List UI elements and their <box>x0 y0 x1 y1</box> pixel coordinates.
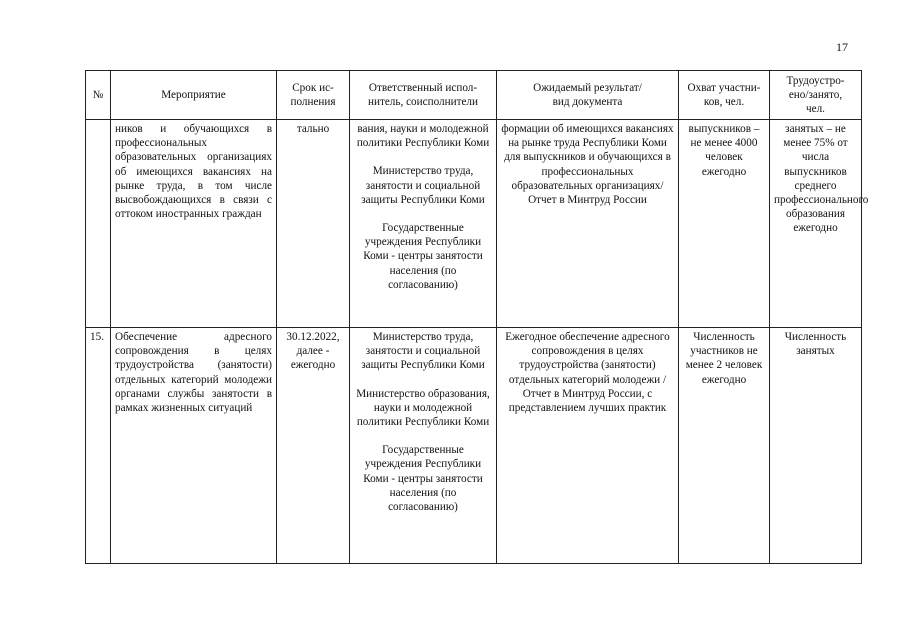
header-coverage: Охват участни- ков, чел. <box>679 71 770 120</box>
responsible-cell <box>350 328 497 564</box>
deadline-cell: тально <box>277 120 350 328</box>
responsible-entry: Министерство труда, занятости и социальной защиты Республики Коми <box>361 331 485 372</box>
responsible-entry: вания, науки и молодежной политики Республики Коми <box>356 123 490 150</box>
page-number: 17 <box>836 40 848 54</box>
employed-cell: Численность занятых <box>770 328 862 564</box>
coverage-cell: выпускников – не менее 4000 человек ежегодно <box>679 120 770 328</box>
row-number: 15. <box>86 328 111 564</box>
employed-cell: занятых – не менее 75% от числа выпускников среднего профессионального образования ежегодно <box>770 120 862 328</box>
header-employed: Трудоустро- ено/занято, чел. <box>770 71 862 120</box>
table-header-row <box>86 71 862 120</box>
header-deadline: Срок ис- полнения <box>277 71 350 120</box>
table-row <box>86 120 862 328</box>
row-number <box>86 120 111 328</box>
responsible-entry: Министерство образования, науки и молодежной политики Республики Коми <box>356 387 490 429</box>
events-table <box>85 70 869 564</box>
header-number: № <box>86 71 111 120</box>
responsible-entry: Министерство труда, занятости и социальной защиты Республики Коми <box>361 165 485 206</box>
header-result: Ожидаемый результат/ вид документа <box>497 71 679 120</box>
result-cell: Ежегодное обеспечение адресного сопровождения в целях трудоустройства (занятости) отдельных категорий молодежи / Отчет в Минтруд России, с представлением лучших практик <box>497 328 679 564</box>
coverage-cell: Численность участников не менее 2 человек ежегодно <box>679 328 770 564</box>
header-responsible: Ответственный испол- нитель, соисполнители <box>350 71 497 120</box>
activity-cell: Обеспечение адресного сопровождения в целях трудоустройства (занятости) отдельных категорий молодежи органами службы занятости в рамках жизненных ситуаций <box>111 328 277 564</box>
table-row <box>86 328 862 564</box>
result-cell: формации об имеющихся вакансиях на рынке труда Республики Коми для выпускников и обучающихся в профессиональных образовательных организациях/ Отчет в Минтруд России <box>497 120 679 328</box>
header-activity: Мероприятие <box>111 71 277 120</box>
responsible-cell <box>350 120 497 328</box>
responsible-entry: Государственные учреждения Республики Коми - центры занятости населения (по согласованию) <box>363 444 483 514</box>
deadline-cell: 30.12.2022, далее - ежегодно <box>277 328 350 564</box>
activity-cell: ников и обучающихся в профессиональных образовательных организациях об имеющихся вакансиях на рынке труда, в том числе высвобождающихся в связи с оттоком иностранных граждан <box>111 120 277 328</box>
responsible-entry: Государственные учреждения Республики Коми - центры занятости населения (по согласованию) <box>363 222 483 291</box>
